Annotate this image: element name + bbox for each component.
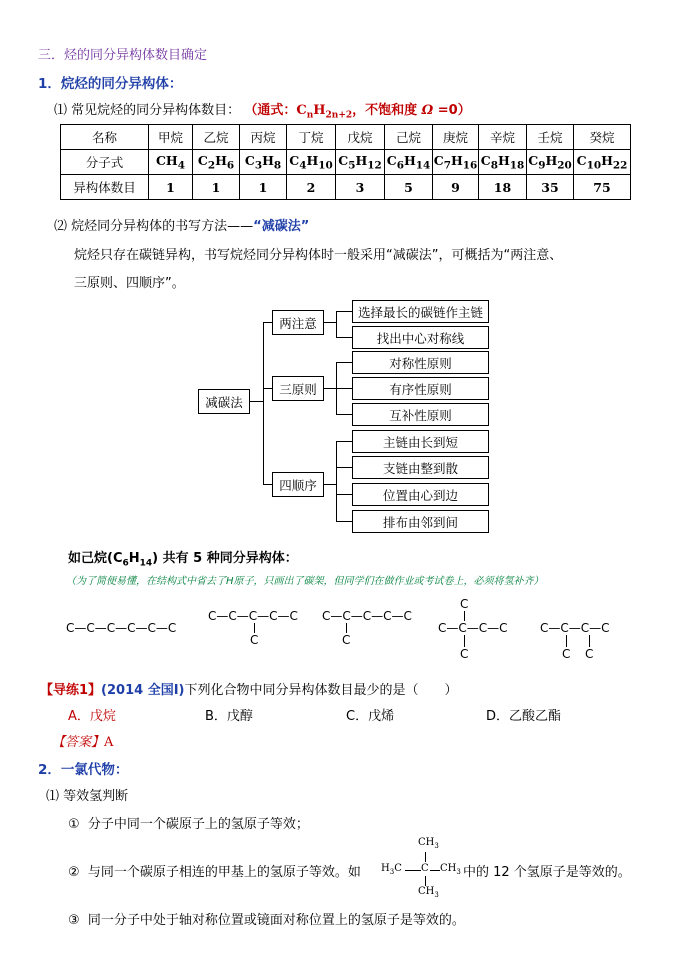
- option-a[interactable]: A．戊烷: [68, 709, 116, 724]
- formula-cell: $C_2H_6$: [193, 150, 240, 175]
- tree-item: 选择最长的碳链作主链: [352, 300, 489, 323]
- tree-root: 减碳法: [198, 389, 250, 414]
- count-cell: 18: [479, 175, 527, 200]
- count-cell: 9: [433, 175, 479, 200]
- count-cell: 5: [385, 175, 433, 200]
- connector: [336, 467, 352, 468]
- count-cell: 1: [149, 175, 193, 200]
- structure-23-dimethylbutane-chain: C—C—C—C: [540, 621, 610, 635]
- bond: [346, 623, 347, 633]
- tree-item: 互补性原则: [352, 403, 489, 426]
- count-cell: 75: [574, 175, 631, 200]
- row-label: 异构体数目: [61, 175, 149, 200]
- connector: [336, 311, 337, 337]
- table-cell: 甲烷: [149, 125, 193, 150]
- structure-dimethylbutane-up: C: [460, 597, 469, 611]
- connector: [263, 388, 272, 389]
- formula-cell: $C_3H_8$: [240, 150, 287, 175]
- tree-item: 主链由长到短: [352, 430, 489, 453]
- formula-cell: $C_7H_{16}$: [433, 150, 479, 175]
- option-b[interactable]: B．戊醇: [205, 709, 253, 724]
- bond: [589, 635, 590, 647]
- structure-23-dimethylbutane-branch-2: C: [585, 647, 594, 661]
- neo-right-methyl: $CH_3$: [440, 863, 461, 876]
- formula-cell: $C_4H_{10}$: [287, 150, 336, 175]
- neo-left-methyl: $H_3C$: [381, 863, 402, 876]
- structure-2-methylpentane-chain: C—C—C—C—C: [208, 609, 298, 623]
- count-cell: 1: [193, 175, 240, 200]
- isomer-count-table: [60, 124, 631, 200]
- option-d[interactable]: D．乙酸乙酯: [486, 709, 562, 724]
- rule-1: ① 分子中同一个碳原子上的氢原子等效；: [68, 817, 309, 832]
- para-2-text: 烷烃同分异构体的书写方法——: [71, 219, 254, 234]
- tree-group-two-notes: 两注意: [272, 310, 324, 335]
- formula-cell: $CH_4$: [149, 150, 193, 175]
- table-row-names: [61, 125, 631, 150]
- structure-3-methylpentane-chain: C—C—C—C—C: [322, 609, 412, 623]
- tree-group-three-principles: 三原则: [272, 376, 324, 401]
- structure-3-methylpentane-branch: C: [342, 633, 351, 647]
- method-name: “减碳法”: [253, 219, 310, 234]
- tree-group-four-orders: 四顺序: [272, 472, 324, 497]
- connector: [263, 484, 272, 485]
- table-cell: 庚烷: [433, 125, 479, 150]
- para-1-num: ⑴: [54, 103, 68, 118]
- bond: [425, 852, 426, 862]
- table-cell: 辛烷: [479, 125, 527, 150]
- count-cell: 35: [527, 175, 574, 200]
- para-1-text: 常见烷烃的同分异构体数目：: [71, 103, 241, 118]
- connector: [336, 362, 352, 363]
- section-title: 三．烃的同分异构体数目确定: [38, 48, 208, 63]
- para-2-num: ⑵: [54, 219, 68, 234]
- bond: [566, 635, 567, 647]
- connector: [336, 441, 352, 442]
- connector: [324, 322, 336, 323]
- carbon-skeleton-note: （为了简便易懂，在结构式中省去了H原子，只画出了碳架，但同学们在做作业或考试卷上，必须将氢补齐）: [66, 576, 544, 587]
- connector: [336, 337, 352, 338]
- general-formula: （通式：$C_nH_{2n+2}$，不饱和度 Ω =0）: [244, 103, 471, 121]
- structure-23-dimethylbutane-branch-1: C: [562, 647, 571, 661]
- tree-item: 找出中心对称线: [352, 326, 489, 349]
- exercise-1-answer: 【答案】A: [52, 735, 114, 750]
- rule-2: ② 与同一个碳原子相连的甲基上的氢原子等效。如: [68, 865, 361, 880]
- connector: [336, 311, 352, 312]
- row-label: 分子式: [61, 150, 149, 175]
- neo-bottom-methyl: $CH_3$: [418, 886, 439, 899]
- connector: [336, 521, 352, 522]
- connector: [324, 388, 336, 389]
- formula-cell: $C_8H_{18}$: [479, 150, 527, 175]
- formula-cell: $C_5H_{12}$: [336, 150, 385, 175]
- connector: [336, 414, 352, 415]
- para-1: [54, 99, 471, 121]
- tree-item: 支链由整到散: [352, 456, 489, 479]
- connector: [263, 322, 264, 484]
- tree-item: 排布由邻到间: [352, 510, 489, 533]
- exercise-1-question: 【导练1】(2014 全国Ⅰ)下列化合物中同分异构体数目最少的是（ ）: [40, 683, 458, 698]
- table-cell: 乙烷: [193, 125, 240, 150]
- rule-2-end: 中的 12 个氢原子是等效的。: [463, 865, 631, 880]
- para-2-body-line2: 三原则、四顺序”。: [74, 276, 185, 291]
- bond: [464, 611, 465, 621]
- table-cell: 壬烷: [527, 125, 574, 150]
- table-row-counts: [61, 175, 631, 200]
- count-cell: 1: [240, 175, 287, 200]
- structure-n-hexane: C—C—C—C—C—C: [66, 621, 177, 635]
- row-label: 名称: [61, 125, 149, 150]
- tree-item: 位置由心到边: [352, 483, 489, 506]
- table-cell: 戊烷: [336, 125, 385, 150]
- connector: [263, 322, 272, 323]
- table-cell: 己烷: [385, 125, 433, 150]
- connector: [336, 441, 337, 521]
- sub-heading-equivalent-h: ⑴ 等效氢判断: [46, 789, 129, 804]
- table-cell: 丁烷: [287, 125, 336, 150]
- neo-center-carbon: C: [421, 863, 429, 874]
- count-cell: 3: [336, 175, 385, 200]
- para-2-body-line1: 烷烃只存在碳链异构，书写烷烃同分异构体时一般采用“减碳法”，可概括为“两注意、: [74, 248, 563, 263]
- formula-cell: $C_9H_{20}$: [527, 150, 574, 175]
- option-c[interactable]: C．戊烯: [346, 709, 395, 724]
- formula-cell: $C_{10}H_{22}$: [574, 150, 631, 175]
- table-row-formulas: [61, 150, 631, 175]
- formula-cell: $C_6H_{14}$: [385, 150, 433, 175]
- rule-3: ③ 同一分子中处于轴对称位置或镜面对称位置上的氢原子是等效的。: [68, 913, 465, 928]
- bond: [464, 635, 465, 647]
- connector: [324, 484, 336, 485]
- hexane-statement: 如己烷$(C_6H_{14})$ 共有 5 种同分异构体：: [68, 551, 298, 569]
- connector: [336, 388, 352, 389]
- structure-dimethylbutane-down: C: [460, 647, 469, 661]
- table-cell: 癸烷: [574, 125, 631, 150]
- tree-item: 有序性原则: [352, 377, 489, 400]
- bond: [405, 870, 421, 871]
- structure-dimethylbutane-chain: C—C—C—C: [438, 621, 508, 635]
- neo-top-methyl: $CH_3$: [418, 837, 439, 850]
- tree-item: 对称性原则: [352, 351, 489, 374]
- structure-2-methylpentane-branch: C: [250, 633, 259, 647]
- connector: [250, 401, 263, 402]
- table-cell: 丙烷: [240, 125, 287, 150]
- bond: [430, 870, 440, 871]
- bond: [254, 623, 255, 633]
- heading-monochloro: 2．一氯代物：: [38, 762, 129, 778]
- bond: [425, 876, 426, 886]
- para-2: [54, 215, 309, 234]
- count-cell: 2: [287, 175, 336, 200]
- connector: [336, 494, 352, 495]
- heading-alkane-isomers: 1．烷烃的同分异构体：: [38, 76, 183, 92]
